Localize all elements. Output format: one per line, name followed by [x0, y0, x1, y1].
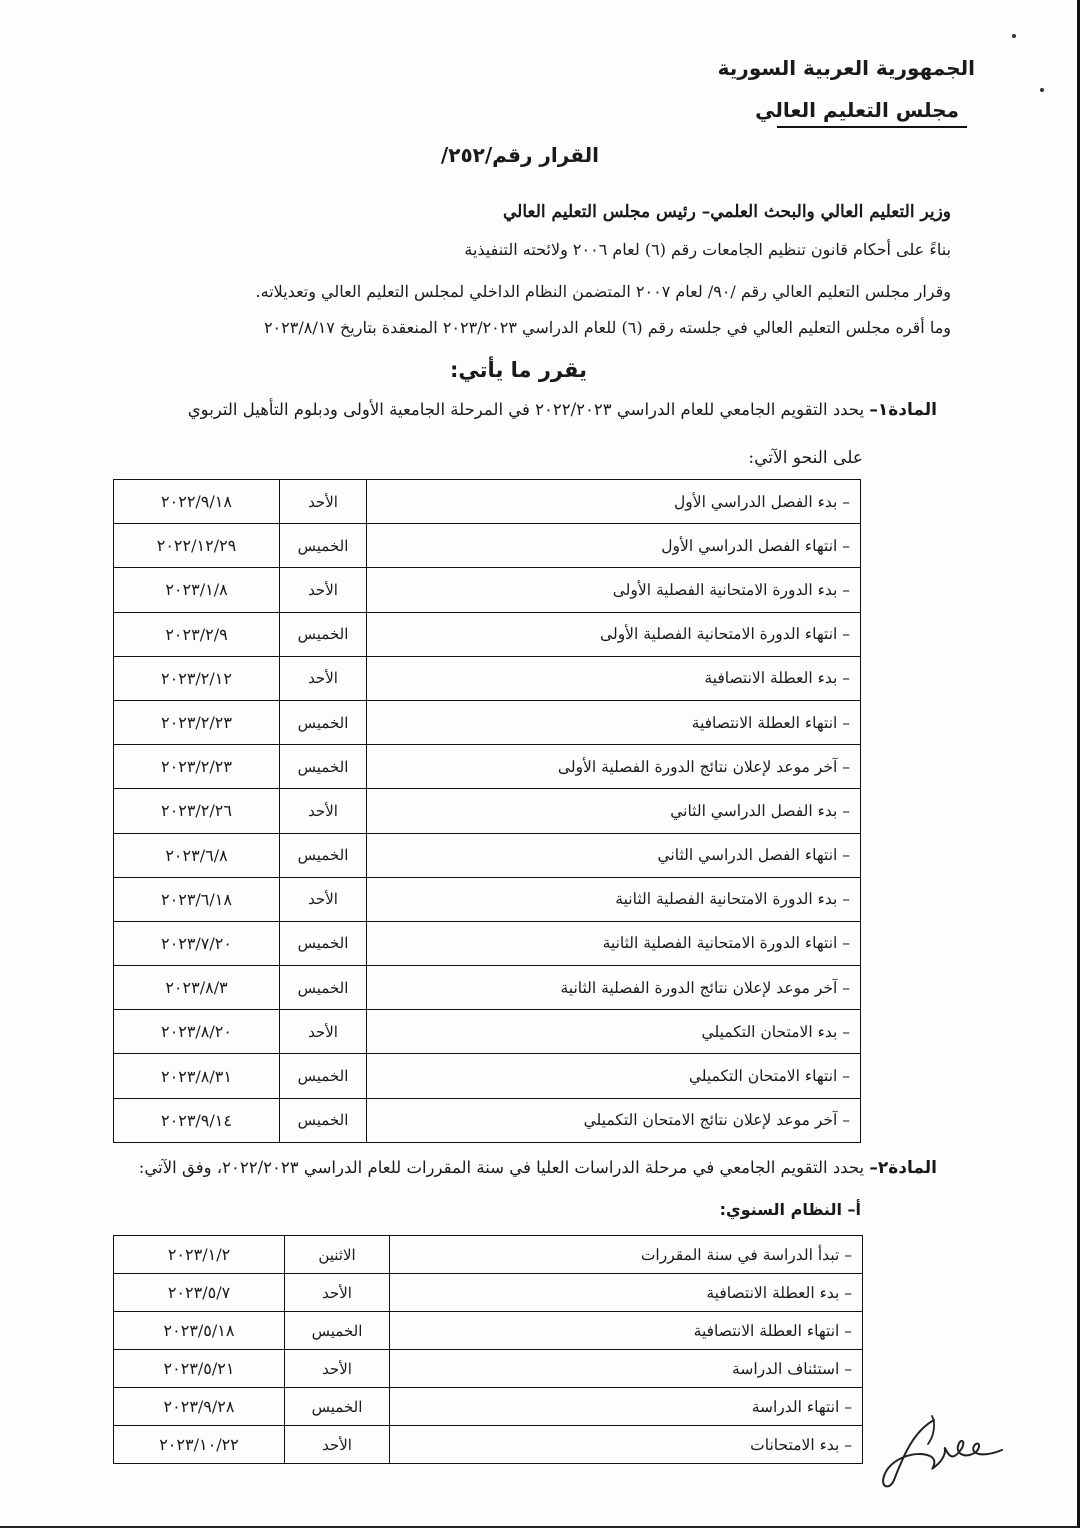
day-cell: الخميس	[280, 524, 367, 568]
table-row	[114, 921, 861, 965]
table-row	[114, 1236, 863, 1274]
day-cell: الخميس	[280, 612, 367, 656]
event-cell: – بدء الدورة الامتحانية الفصلية الأولى	[367, 568, 861, 612]
calendar-table-postgraduate	[113, 1235, 863, 1464]
date-cell: ٢٠٢٣/٢/٩	[114, 612, 280, 656]
date-cell: ٢٠٢٣/٦/١٨	[114, 877, 280, 921]
date-cell: ٢٠٢٣/١/٨	[114, 568, 280, 612]
table-row	[114, 877, 861, 921]
table-row	[114, 656, 861, 700]
article-1-text: يحدد التقويم الجامعي للعام الدراسي ٢٠٢٢/٢٠٢٣ في المرحلة الجامعية الأولى ودبلوم التأهيل التربوي	[187, 400, 870, 419]
event-cell: – استئناف الدراسة	[390, 1350, 863, 1388]
event-cell: – آخر موعد لإعلان نتائج الدورة الفصلية الأولى	[367, 745, 861, 789]
day-cell: الأحد	[285, 1274, 390, 1312]
event-cell: – بدء الامتحانات	[390, 1426, 863, 1464]
event-cell: – بدء الدورة الامتحانية الفصلية الثانية	[367, 877, 861, 921]
table-row	[114, 1098, 861, 1142]
day-cell: الخميس	[280, 745, 367, 789]
preamble-line-3: وما أقره مجلس التعليم العالي في جلسته رقم (٦) للعام الدراسي ٢٠٢٣/٢٠٢٣ المنعقدة بتاريخ ٢٠٢٣/٨/١٧	[263, 318, 951, 337]
date-cell: ٢٠٢٢/١٢/٢٩	[114, 524, 280, 568]
event-cell: – بدء الامتحان التكميلي	[367, 1010, 861, 1054]
date-cell: ٢٠٢٣/٧/٢٠	[114, 921, 280, 965]
event-cell: – انتهاء الدراسة	[390, 1388, 863, 1426]
decision-number: القرار رقم/٢٥٢/	[440, 143, 599, 167]
table-row	[114, 568, 861, 612]
event-cell: – آخر موعد لإعلان نتائج الدورة الفصلية الثانية	[367, 966, 861, 1010]
table-row	[114, 1426, 863, 1464]
event-cell: – انتهاء العطلة الانتصافية	[367, 700, 861, 744]
scan-speck	[1012, 34, 1016, 38]
table-row	[114, 524, 861, 568]
date-cell: ٢٠٢٢/٩/١٨	[114, 480, 280, 524]
table-row	[114, 1350, 863, 1388]
day-cell: الاثنين	[285, 1236, 390, 1274]
council-header: مجلس التعليم العالي	[755, 98, 959, 122]
header-underline	[777, 126, 967, 128]
table-row	[114, 700, 861, 744]
event-cell: – انتهاء الفصل الدراسي الثاني	[367, 833, 861, 877]
event-cell: – تبدأ الدراسة في سنة المقررات	[390, 1236, 863, 1274]
article-2-label: المادة٢–	[869, 1158, 937, 1178]
date-cell: ٢٠٢٣/٥/١٨	[114, 1312, 285, 1350]
table-row	[114, 1388, 863, 1426]
decides-heading: يقرر ما يأتي:	[450, 358, 587, 382]
day-cell: الأحد	[285, 1426, 390, 1464]
table-row	[114, 480, 861, 524]
calendar-table-undergraduate	[113, 479, 861, 1143]
date-cell: ٢٠٢٣/١/٢	[114, 1236, 285, 1274]
table-row	[114, 1312, 863, 1350]
table-row	[114, 745, 861, 789]
date-cell: ٢٠٢٣/٥/٢١	[114, 1350, 285, 1388]
article-1-intro	[188, 400, 937, 420]
event-cell: – بدء العطلة الانتصافية	[390, 1274, 863, 1312]
day-cell: الأحد	[280, 877, 367, 921]
day-cell: الأحد	[280, 480, 367, 524]
country-header: الجمهورية العربية السورية	[717, 56, 975, 80]
day-cell: الخميس	[285, 1312, 390, 1350]
minister-line: وزير التعليم العالي والبحث العلمي– رئيس مجلس التعليم العالي	[502, 202, 951, 222]
day-cell: الخميس	[280, 1098, 367, 1142]
date-cell: ٢٠٢٣/٩/١٤	[114, 1098, 280, 1142]
event-cell: – انتهاء الفصل الدراسي الأول	[367, 524, 861, 568]
event-cell: – انتهاء الامتحان التكميلي	[367, 1054, 861, 1098]
day-cell: الأحد	[280, 656, 367, 700]
day-cell: الخميس	[280, 1054, 367, 1098]
event-cell: – بدء الفصل الدراسي الأول	[367, 480, 861, 524]
table-row	[114, 612, 861, 656]
day-cell: الخميس	[285, 1388, 390, 1426]
day-cell: الأحد	[285, 1350, 390, 1388]
article-1-label: المادة١–	[869, 400, 937, 420]
table-row	[114, 1054, 861, 1098]
event-cell: – انتهاء العطلة الانتصافية	[390, 1312, 863, 1350]
table-row	[114, 833, 861, 877]
table-row	[114, 966, 861, 1010]
article-1-continuation: على النحو الآتي:	[748, 448, 863, 468]
handwritten-signature	[872, 1410, 1008, 1494]
day-cell: الخميس	[280, 921, 367, 965]
date-cell: ٢٠٢٣/٢/٢٣	[114, 700, 280, 744]
table-row	[114, 1274, 863, 1312]
annual-system-heading: أ– النظام السنوي:	[719, 1200, 861, 1219]
date-cell: ٢٠٢٣/٨/٢٠	[114, 1010, 280, 1054]
date-cell: ٢٠٢٣/١٠/٢٢	[114, 1426, 285, 1464]
table-row	[114, 1010, 861, 1054]
day-cell: الخميس	[280, 966, 367, 1010]
date-cell: ٢٠٢٣/٢/٢٦	[114, 789, 280, 833]
day-cell: الأحد	[280, 789, 367, 833]
preamble-line-2: وقرار مجلس التعليم العالي رقم /٩٠/ لعام ٢٠٠٧ المتضمن النظام الداخلي لمجلس التعليم العالي وتعديلاته.	[255, 282, 951, 301]
event-cell: – بدء الفصل الدراسي الثاني	[367, 789, 861, 833]
date-cell: ٢٠٢٣/٨/٣١	[114, 1054, 280, 1098]
date-cell: ٢٠٢٣/٢/٢٣	[114, 745, 280, 789]
article-2-intro	[139, 1158, 937, 1178]
event-cell: – آخر موعد لإعلان نتائج الامتحان التكميلي	[367, 1098, 861, 1142]
date-cell: ٢٠٢٣/٨/٣	[114, 966, 280, 1010]
date-cell: ٢٠٢٣/٦/٨	[114, 833, 280, 877]
day-cell: الخميس	[280, 700, 367, 744]
event-cell: – بدء العطلة الانتصافية	[367, 656, 861, 700]
event-cell: – انتهاء الدورة الامتحانية الفصلية الثانية	[367, 921, 861, 965]
scan-speck	[1040, 88, 1044, 92]
table-row	[114, 789, 861, 833]
date-cell: ٢٠٢٣/٩/٢٨	[114, 1388, 285, 1426]
preamble-line-1: بناءً على أحكام قانون تنظيم الجامعات رقم (٦) لعام ٢٠٠٦ ولائحته التنفيذية	[464, 240, 951, 259]
day-cell: الأحد	[280, 1010, 367, 1054]
day-cell: الخميس	[280, 833, 367, 877]
date-cell: ٢٠٢٣/٢/١٢	[114, 656, 280, 700]
day-cell: الأحد	[280, 568, 367, 612]
article-2-text: يحدد التقويم الجامعي في مرحلة الدراسات العليا في سنة المقررات للعام الدراسي ٢٠٢٢/٢٠٢٣، وفق الآتي:	[138, 1158, 870, 1177]
event-cell: – انتهاء الدورة الامتحانية الفصلية الأولى	[367, 612, 861, 656]
date-cell: ٢٠٢٣/٥/٧	[114, 1274, 285, 1312]
